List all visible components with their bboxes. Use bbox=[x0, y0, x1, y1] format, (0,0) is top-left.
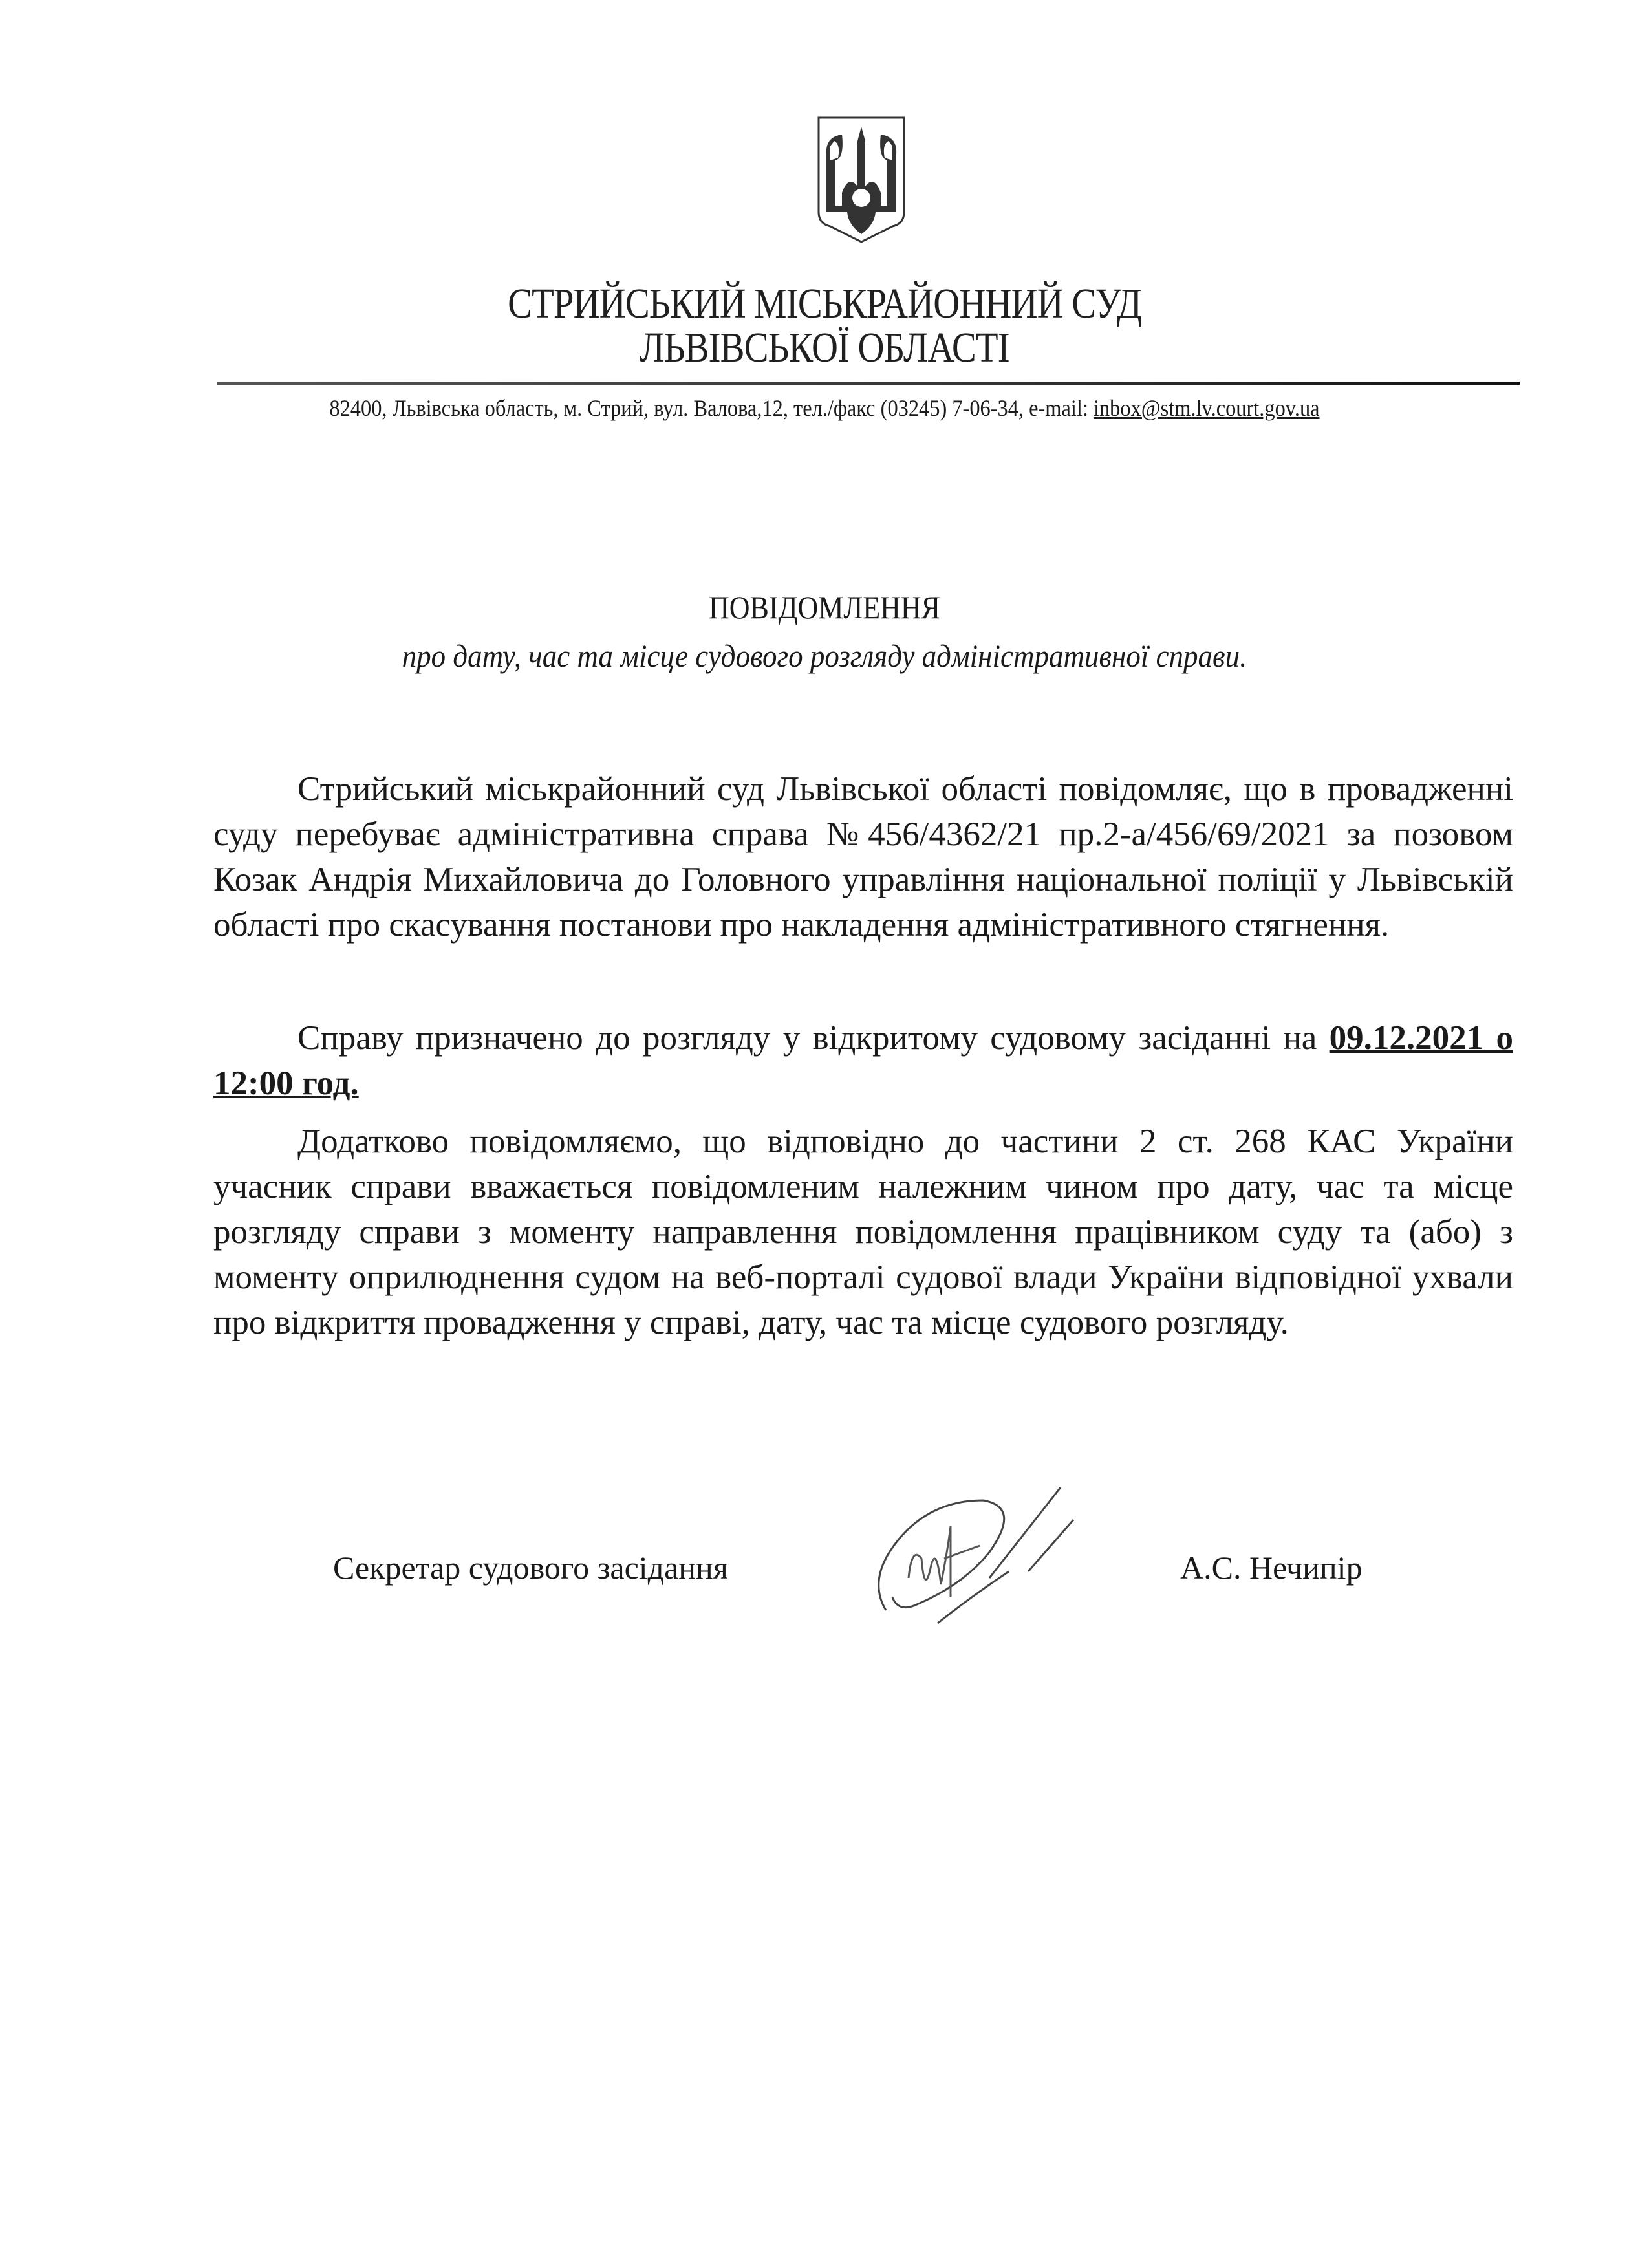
court-name-line2: ЛЬВІВСЬКОЇ ОБЛАСТІ bbox=[640, 324, 1009, 371]
body-paragraph-3 bbox=[213, 1119, 1513, 1345]
court-address bbox=[83, 394, 1567, 422]
paragraph-case-info: Стрийський міськрайонний суд Львівської області повідомляє, що в провадженні суду перебуває адміністративна справа №456/4362/21 пр.2-а/456/69/2021 за позовом Козак Андрія Михайловича до Головного управління національної поліції у Львівській області про скасування постанови про накладення адміністративного стягнення. bbox=[213, 770, 1513, 944]
hearing-text: Справу призначено до розгляду у відкритому судовому засіданні на bbox=[297, 1019, 1330, 1057]
ukraine-trident-icon bbox=[816, 115, 907, 244]
signer-role: Секретар судового засідання bbox=[333, 1550, 728, 1586]
document-title: ПОВІДОМЛЕННЯ bbox=[708, 589, 941, 625]
document-subtitle: про дату, час та місце судового розгляду адміністративної справи. bbox=[402, 638, 1247, 674]
address-text: 82400, Львівська область, м. Стрий, вул. Валова,12, тел./факс (03245) 7-06-34, e-mail: bbox=[329, 395, 1094, 421]
body-paragraph-1 bbox=[213, 766, 1513, 947]
handwritten-signature-icon bbox=[860, 1481, 1145, 1630]
email-link[interactable]: inbox@stm.lv.court.gov.ua bbox=[1093, 395, 1320, 421]
paragraph-notice: Додатково повідомляємо, що відповідно до частини 2 ст. 268 КАС України учасник справи вважається повідомленим належним чином про дату, час та місце розгляду справи з моменту направлення повідомлення працівником суду та (або) з моменту оприлюднення судом на веб-порталі судової влади України відповідної ухвали про відкриття провадження у справі, дату, час та місце судового розгляду. bbox=[213, 1123, 1513, 1341]
body-paragraph-2 bbox=[213, 1015, 1513, 1106]
hearing-datetime: 09.12.2021 о 12:00 год. bbox=[213, 1019, 1514, 1102]
header-divider bbox=[217, 382, 1520, 385]
signer-name: А.С. Нечипір bbox=[1180, 1550, 1363, 1586]
paragraph-hearing bbox=[213, 1015, 1513, 1106]
court-name-line1: СТРИЙСЬКИЙ МІСЬКРАЙОННИЙ СУД bbox=[508, 280, 1141, 327]
